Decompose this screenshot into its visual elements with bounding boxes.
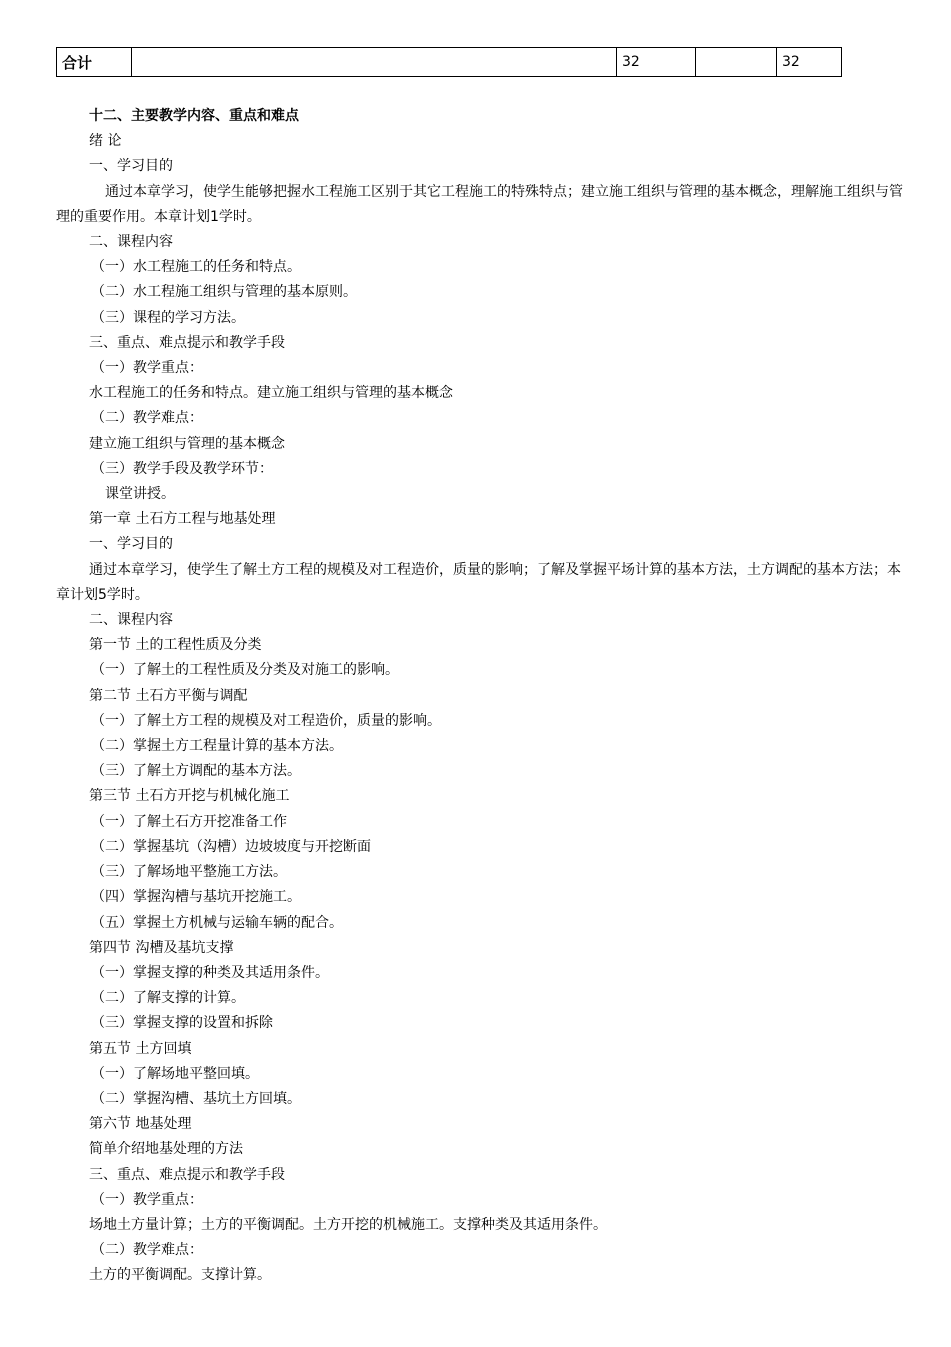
- total-label-cell: 合计: [57, 48, 132, 77]
- table-row: [57, 48, 842, 77]
- chapter1-key-points-label: （一）教学重点：: [91, 1191, 203, 1208]
- section-title: 十二、主要教学内容、重点和难点: [89, 108, 299, 124]
- list-item: （一）了解土石方开挖准备工作: [91, 813, 287, 830]
- chapter1-difficulties-label: （二）教学难点：: [91, 1242, 203, 1259]
- empty-cell: [132, 48, 617, 77]
- intro-methods-label: （三）教学手段及教学环节：: [91, 460, 273, 477]
- list-item: （一）了解土方工程的规模及对工程造价，质量的影响。: [91, 712, 441, 729]
- list-item: （一）了解场地平整回填。: [91, 1065, 259, 1082]
- list-item: （四）掌握沟槽与基坑开挖施工。: [91, 889, 301, 906]
- list-item: （三）了解土方调配的基本方法。: [91, 763, 301, 780]
- chapter1-section3-title: 第三节 土石方开挖与机械化施工: [89, 788, 290, 805]
- total-value-cell: 32: [617, 48, 696, 77]
- list-item: （三）课程的学习方法。: [91, 309, 245, 326]
- list-item: （一）水工程施工的任务和特点。: [91, 259, 301, 276]
- chapter1-content-heading: 二、课程内容: [89, 612, 173, 629]
- chapter1-key-points-text: 场地土方量计算；土方的平衡调配。土方开挖的机械施工。支撑种类及其适用条件。: [89, 1216, 607, 1233]
- intro-goal-heading: 一、学习目的: [89, 158, 173, 175]
- chapter1-section4-title: 第四节 沟槽及基坑支撑: [89, 939, 234, 956]
- list-item: （二）水工程施工组织与管理的基本原则。: [91, 284, 357, 301]
- intro-difficulties-text: 建立施工组织与管理的基本概念: [89, 435, 285, 452]
- list-item: （二）掌握基坑（沟槽）边坡坡度与开挖断面: [91, 838, 371, 855]
- intro-methods-text: 课堂讲授。: [105, 486, 175, 503]
- intro-goal-text: 通过本章学习，使学生能够把握水工程施工区别于其它工程施工的特殊特点；建立施工组织与管理的基本概念，理解施工组织与管理的重要作用。本章计划1学时。: [56, 183, 903, 225]
- list-item: （三）了解场地平整施工方法。: [91, 864, 287, 881]
- list-item: （二）掌握沟槽、基坑土方回填。: [91, 1090, 301, 1107]
- list-item: （一）掌握支撑的种类及其适用条件。: [91, 964, 329, 981]
- chapter1-section1-title: 第一节 土的工程性质及分类: [89, 637, 262, 654]
- chapter1-section2-title: 第二节 土石方平衡与调配: [89, 687, 248, 704]
- empty-value-cell: [696, 48, 777, 77]
- chapter1-difficulties-text: 土方的平衡调配。支撑计算。: [89, 1267, 271, 1284]
- intro-title: 绪 论: [89, 133, 122, 150]
- list-item: （三）掌握支撑的设置和拆除: [91, 1015, 273, 1032]
- intro-difficulties-label: （二）教学难点：: [91, 410, 203, 427]
- intro-key-heading: 三、重点、难点提示和教学手段: [89, 334, 285, 351]
- main-content: [56, 104, 906, 1289]
- chapter1-title: 第一章 土石方工程与地基处理: [89, 511, 276, 528]
- intro-key-points-text: 水工程施工的任务和特点。建立施工组织与管理的基本概念: [89, 385, 453, 402]
- list-item: （一）了解土的工程性质及分类及对施工的影响。: [91, 662, 399, 679]
- intro-key-points-label: （一）教学重点：: [91, 360, 203, 377]
- list-item: （二）了解支撑的计算。: [91, 990, 245, 1007]
- chapter1-section5-title: 第五节 土方回填: [89, 1040, 192, 1057]
- total-hours-table: [56, 47, 842, 77]
- chapter1-section6-title: 第六节 地基处理: [89, 1116, 192, 1133]
- list-item: （五）掌握土方机械与运输车辆的配合。: [91, 914, 343, 931]
- list-item: （二）掌握土方工程量计算的基本方法。: [91, 738, 343, 755]
- chapter1-goal-heading: 一、学习目的: [89, 536, 173, 553]
- chapter1-key-heading: 三、重点、难点提示和教学手段: [89, 1166, 285, 1183]
- intro-content-heading: 二、课程内容: [89, 234, 173, 251]
- chapter1-section6-text: 简单介绍地基处理的方法: [89, 1141, 243, 1158]
- total-value-cell: 32: [777, 48, 842, 77]
- chapter1-goal-text: 通过本章学习，使学生了解土方工程的规模及对工程造价，质量的影响；了解及掌握平场计算的基本方法，土方调配的基本方法；本章计划5学时。: [56, 561, 901, 603]
